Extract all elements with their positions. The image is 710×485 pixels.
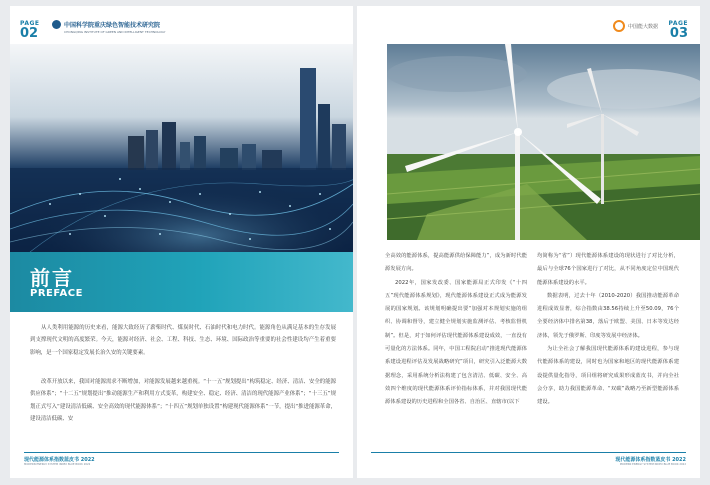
footer-title: 现代能源体系指数蓝皮书 2022 <box>615 457 686 463</box>
org-logo <box>52 20 166 34</box>
section-title-en: PREFACE <box>30 288 83 299</box>
city-night-illustration <box>10 44 353 252</box>
page-number: 03 <box>669 26 688 41</box>
left-page <box>10 6 353 478</box>
footer-title: 现代能源体系指数蓝皮书 2022 <box>24 457 95 463</box>
page-tag-right <box>668 20 688 40</box>
brand-ring-icon <box>613 20 625 32</box>
page-label: PAGE <box>20 20 40 27</box>
text-column-2 <box>537 250 679 410</box>
column-2-paragraph-2: 数据表明，过去十年（2010-2020）我国推动能源革命进程成效显著，综合指数由38.56持续上升至50.09，76个全要经济体中排名第38，落后于欧盟、美国、日本等发达经济体，领先于俄罗斯、印度等发展中经济体。 <box>537 292 679 339</box>
org-emblem-icon <box>52 20 61 29</box>
preface-paragraph-1: 从人类利用能源的历史来看，能源大致经历了薪柴时代、煤炭时代、石油时代和电力时代。能源角色从满足基本的生存发展到支撑现代文明的高度繁荣。今天，能源对经济、社会、工程、科技、生态、环境、国际政治等重要的社会性建设均产生着重要影响，是一个国家稳定发展长治久安的关键要素。 <box>30 325 336 356</box>
column-2-paragraph-1: 均简称为“省”）现代能源体系建设的现状进行了对比分析，最后与全球76个国家进行了对比，从不同角度定位中国现代能源体系建设的水平。 <box>537 253 679 286</box>
brand-name: 中国能大数据 <box>627 23 658 30</box>
page-tag-left <box>20 20 40 40</box>
page-label: PAGE <box>668 20 688 27</box>
section-banner <box>10 252 353 312</box>
page-footer-left <box>24 452 339 466</box>
column-1-paragraph-2: 2022年，国家发改委、国家能源局正式印发《“十四五”现代能源体系规划》，现代能源体系建设正式成为能源发展的国家规划。该规划明确提出要“加强对本规划实施的组织、协调和督导，建立健全规划实施监测评估、考核监督机制”。但是，对于如何评估现代能源体系建设成效，一直没有可量化的方法体系。同年，中国工程院启动“推进现代能源体系建设进程评估及发展战略研究”项目，研究引入泛能源大数据理念，采用系统分析法构建了包含清洁、低碳、安全、高效四个维度的现代能源体系评价指标体系，并对我国现代能源体系建设的历史进程和全国各省、自治区、直辖市(以下 <box>385 279 527 406</box>
section-title-zh: 前言 <box>30 266 74 290</box>
footer-subtitle: MODERN ENERGY SYSTEM INDEX BLUE BOOK 2022 <box>24 463 91 466</box>
column-1-paragraph-1: 全高效的能源体系，提高能源供给保障能力”，成为新时代能源发展方向。 <box>385 253 527 273</box>
brand-logo <box>613 20 658 32</box>
column-2-paragraph-3: 为让全社会了解我国现代能源体系的建设进程，参与现代能源体系的建设，同时也为国家和地区的现代能源体系建设提供量化指导，项目组将研究成果形成蓝皮书，并向全社会分享，助力我国能源革命、“双碳”战略乃至新型能源体系建设。 <box>537 346 679 406</box>
org-name: 中国科学院重庆绿色智能技术研究院 <box>64 22 161 29</box>
preface-paragraph-2: 改革开放以来，我国对能源需求不断增加，对能源发展越来越重视。“十一五”规划提出“构筑稳定、经济、清洁、安全的能源供应体系”；“十二五”规划提出“推动能源生产和利用方式变革，构建安全、稳定、经济、清洁的现代能源产业体系”；“十三五”规划正式写入“建设清洁低碳、安全高效的现代能源体系”；“十四五”规划单独设置“构建现代能源体系”一节，提出“推进能源革命，建设清洁低碳、安 <box>30 379 336 423</box>
org-subtitle: CHONGQING INSTITUTE OF GREEN AND INTELLIGENT TECHNOLOGY <box>64 30 166 34</box>
right-page <box>357 6 700 478</box>
page-footer-right <box>371 452 686 466</box>
text-column-1 <box>385 250 527 410</box>
page-number: 02 <box>20 26 39 41</box>
wind-turbine-photo <box>387 44 700 240</box>
footer-subtitle: MODERN ENERGY SYSTEM INDEX BLUE BOOK 2022 <box>619 463 686 466</box>
